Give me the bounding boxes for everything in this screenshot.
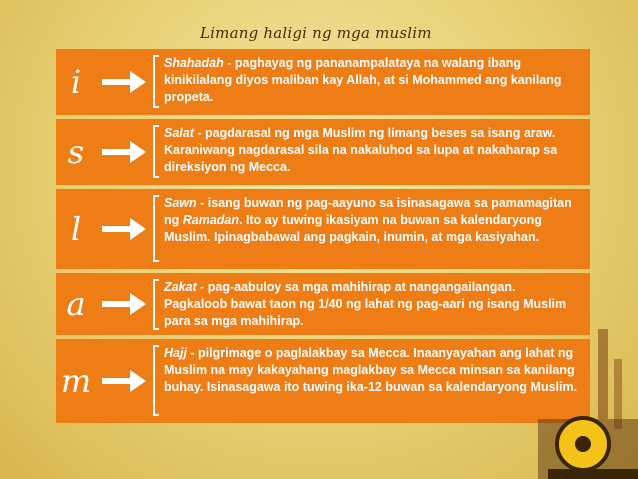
pillar-desc-ramadan: Ramadan	[182, 213, 240, 227]
pillar-row-zakat	[56, 273, 590, 335]
industrial-decoration	[528, 309, 638, 479]
pillar-desc-part-1: - isang buwan ng pag-aayuno sa isinasagawa sa pamamagitan ng	[164, 196, 572, 227]
pillar-letter: l	[70, 210, 82, 248]
pillar-term: Zakat	[164, 280, 197, 294]
pillar-letter: m	[60, 362, 92, 400]
pillar-letter: a	[66, 285, 86, 323]
brace-icon	[150, 195, 160, 263]
pillar-letter: s	[67, 133, 85, 171]
slide-title: Limang haligi ng mga muslim	[200, 24, 432, 42]
pillar-term: Sawn	[164, 196, 197, 210]
pillar-desc: - pagdarasal ng mga Muslim ng limang beses sa isang araw. Karaniwang nagdarasal sila na nakaluhod sa lupa at nakaharap sa direksiyon ng Mecca.	[164, 126, 558, 174]
pillar-desc: - pag-aabuloy sa mga mahihirap at nangangailangan. Pagkaloob bawat taon ng 1/40 ng lahat ng pag-aari ng isang Muslim para sa mga mahihirap.	[164, 280, 567, 328]
pillar-desc: - paghayag ng pananampalataya na walang ibang kinikilalang diyos maliban kay Allah, at si Mohammed ang kanilang propeta.	[164, 56, 562, 104]
brace-icon	[150, 345, 160, 417]
pillar-description	[164, 345, 580, 396]
pillar-row-sawn	[56, 189, 590, 269]
brace-icon	[150, 125, 160, 179]
pillar-row-shahadah	[56, 49, 590, 115]
arrow-icon	[100, 291, 148, 317]
pillar-term: Shahadah	[164, 56, 224, 70]
arrow-icon	[100, 69, 148, 95]
brace-icon	[150, 279, 160, 331]
pillar-description	[164, 125, 580, 176]
brace-icon	[150, 55, 160, 109]
pillar-description	[164, 279, 580, 330]
pillars-list	[56, 49, 590, 423]
pillar-letter: i	[70, 63, 82, 101]
pillar-term: Hajj	[164, 346, 187, 360]
arrow-icon	[100, 216, 148, 242]
pillar-row-salat	[56, 119, 590, 185]
pillar-term: Salat	[164, 126, 194, 140]
pillar-desc: - pilgrimage o paglalakbay sa Mecca. Inaanyayahan ang lahat ng Muslim na may kakayahang maglakbay sa Mecca minsan sa kanilang buhay. Isinasagawa ito tuwing ika-12 buwan sa kalendaryong Muslim.	[164, 346, 578, 394]
pillar-description	[164, 195, 580, 246]
arrow-icon	[100, 368, 148, 394]
arrow-icon	[100, 139, 148, 165]
pillar-row-hajj	[56, 339, 590, 423]
pillar-desc-part-3: . Ito ay tuwing ikasiyam na buwan sa kalendaryong Muslim. Ipinagbabawal ang pagkain, inumin, at mga kasiyahan.	[164, 213, 542, 244]
pillar-description	[164, 55, 580, 106]
